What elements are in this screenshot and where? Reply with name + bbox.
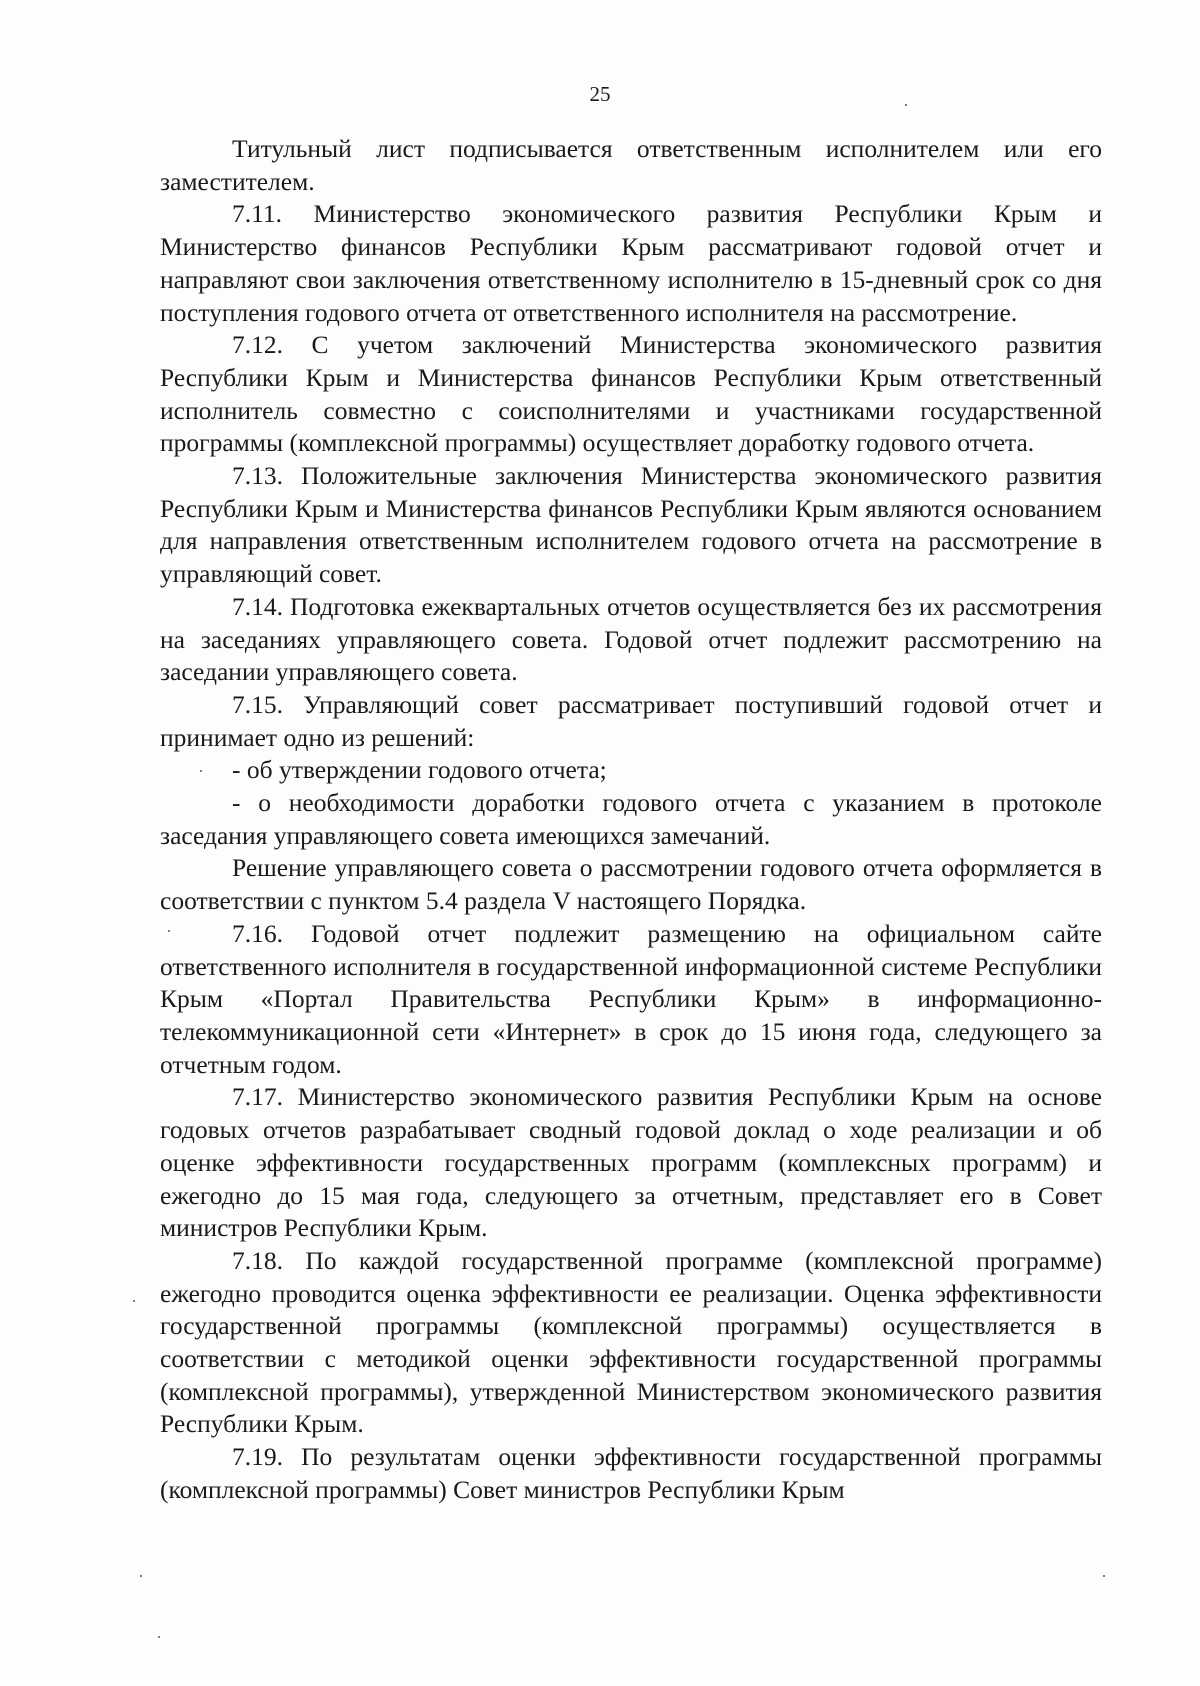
paragraph-decision-formalization: Решение управляющего совета о рассмотрении годового отчета оформляется в соответствии с пунктом 5.4 раздела V настоящего Порядка. [160, 853, 1102, 916]
scan-speck [168, 930, 170, 932]
paragraph-7-17: 7.17. Министерство экономического развития Республики Крым на основе годовых отчетов разрабатывает сводный годовой доклад о ходе реализации и об оценке эффективности государственных программ (комплексных программ) и ежегодно до 15 мая года, следующего за отчетным, представляет его в Совет министров Республики Крым. [160, 1082, 1102, 1243]
scan-speck [133, 1300, 135, 1302]
scan-speck [158, 1636, 160, 1638]
list-item-revision: - о необходимости доработки годового отчета с указанием в протоколе заседания управляющего совета имеющихся замечаний. [160, 788, 1102, 850]
paragraph-7-14: 7.14. Подготовка ежеквартальных отчетов осуществляется без их рассмотрения на заседаниях управляющего совета. Годовой отчет подлежит рассмотрению на заседании управляющего совета. [160, 591, 1102, 687]
scan-speck [905, 104, 907, 106]
paragraph-7-16: 7.16. Годовой отчет подлежит размещению на официальном сайте ответственного исполнителя в государственной информационной системе Республики Крым «Портал Правительства Республики Крым» в информационно-телекоммуникационной сети «Интернет» в срок до 15 июня года, следующего за отчетным годом. [160, 918, 1102, 1079]
scan-speck [1103, 1575, 1105, 1577]
page-number: 25 [589, 82, 611, 106]
paragraph-title-sheet-signing: Титульный лист подписывается ответственным исполнителем или его заместителем. [160, 134, 1102, 196]
scan-speck [200, 770, 202, 772]
paragraph-7-19: 7.19. По результатам оценки эффективности государственной программы (комплексной программы) Совет министров Республики Крым [160, 1442, 1102, 1504]
paragraph-7-13: 7.13. Положительные заключения Министерства экономического развития Республики Крым и Министерства финансов Республики Крым являются основанием для направления ответственным исполнителем годового отчета на рассмотрение в управляющий совет. [160, 461, 1102, 589]
document-body [160, 133, 1102, 1507]
paragraph-7-18: 7.18. По каждой государственной программе (комплексной программе) ежегодно проводится оценка эффективности ее реализации. Оценка эффективности государственной программы (комплексной программы) осуществляется в соответствии с методикой оценки эффективности государственной программы (комплексной программы), утвержденной Министерством экономического развития Республики Крым. [160, 1245, 1102, 1439]
list-item-approval: - об утверждении годового отчета; [232, 755, 607, 785]
paragraph-7-15: 7.15. Управляющий совет рассматривает поступивший годовой отчет и принимает одно из решений: [160, 689, 1102, 752]
scan-speck [140, 1575, 142, 1577]
paragraph-7-11: 7.11. Министерство экономического развития Республики Крым и Министерство финансов Республики Крым рассматривают годовой отчет и направляют свои заключения ответственному исполнителю в 15-дневный срок со дня поступления годового отчета от ответственного исполнителя на рассмотрение. [160, 199, 1102, 327]
paragraph-7-12: 7.12. С учетом заключений Министерства экономического развития Республики Крым и Министерства финансов Республики Крым ответственный исполнитель совместно с соисполнителями и участниками государственной программы (комплексной программы) осуществляет доработку годового отчета. [160, 330, 1102, 458]
